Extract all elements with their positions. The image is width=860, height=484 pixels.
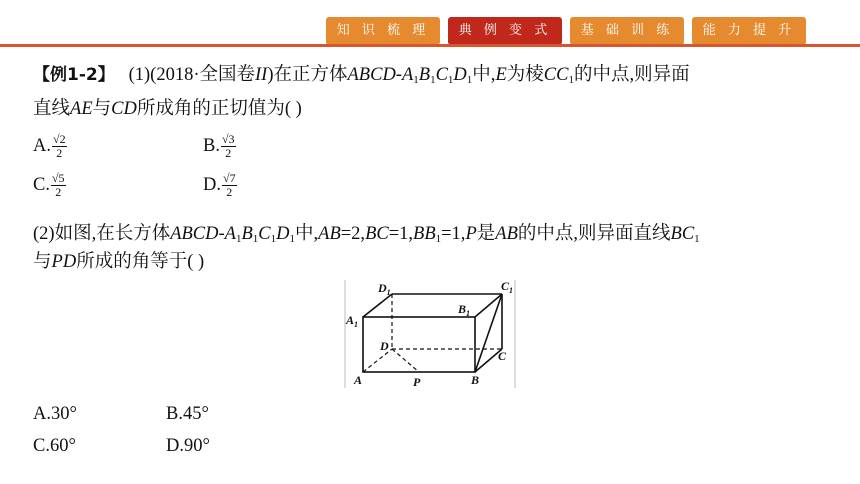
q1-option-d[interactable] (203, 172, 237, 199)
numerator: √7 (223, 171, 236, 185)
label-c1: $C_1$ (501, 280, 514, 295)
numerator: √3 (221, 132, 235, 146)
fraction (52, 133, 67, 160)
cuboid-figure (344, 280, 516, 388)
q2-option-c[interactable]: C.60° (33, 436, 76, 456)
q2-cube: ABCD-A (170, 224, 236, 244)
label-a1: $A_1$ (346, 313, 359, 329)
fraction (221, 133, 236, 160)
q2-b: B (241, 224, 253, 244)
q2-text: 与 (33, 252, 52, 272)
label-p: P (413, 375, 421, 388)
denominator: 2 (56, 146, 63, 160)
option-label: D. (203, 174, 221, 195)
q2-text: 是 (476, 224, 496, 244)
numerator: √2 (53, 132, 66, 146)
label-c: C (498, 349, 507, 363)
q2-option-d[interactable]: D.90° (166, 436, 210, 456)
tab-typical-examples[interactable]: 典 例 变 式 (448, 17, 562, 45)
q2-p: P (465, 224, 477, 244)
q2-lead: (2)如图,在长方体 (33, 224, 171, 244)
denominator: 2 (225, 146, 232, 160)
q1-cube: ABCD-A (347, 65, 414, 85)
q2-ab: AB (495, 224, 518, 244)
q2-d: D (276, 224, 290, 244)
q2-c: C (258, 224, 271, 244)
q2-text: 所成的角等于( ) (76, 252, 205, 272)
q1-text: 与 (92, 99, 112, 119)
q1-d: D (453, 65, 467, 85)
q2-ab: AB (318, 224, 341, 244)
label-b: B (471, 373, 480, 387)
denominator: 2 (55, 185, 62, 199)
sub: 1 (435, 233, 442, 245)
q1-text: 为棱 (506, 65, 544, 85)
q1-text: 所成角的正切值为( ) (136, 99, 302, 119)
fraction (51, 172, 66, 199)
q2-text: 中, (295, 224, 319, 244)
q2-bb: BB (413, 224, 436, 244)
q1-text: 中, (472, 65, 496, 85)
q1-c: C (435, 65, 448, 85)
q1-option-a[interactable] (33, 133, 67, 160)
q1-lead: (1)(2018·全国卷 (128, 65, 255, 85)
example-tag: 【例1-2】 (33, 65, 115, 85)
label-d: D (380, 339, 389, 353)
q1-roman: II (255, 65, 268, 85)
sub: 1 (270, 233, 277, 245)
sub: 1 (430, 74, 436, 86)
q2-text: =1, (441, 224, 466, 244)
tab-basic-training[interactable]: 基 础 训 练 (570, 17, 684, 45)
sub: 1 (235, 233, 242, 245)
sub: 1 (568, 74, 574, 86)
label-d1: $D_1$ (378, 281, 391, 297)
q2-text: =2, (340, 224, 366, 244)
numerator: √5 (51, 171, 65, 185)
sub: 1 (466, 74, 473, 86)
q1-option-b[interactable] (203, 133, 236, 160)
question-2-line-2 (33, 250, 204, 274)
label-b1: $B_1$ (458, 302, 471, 318)
q2-bc1: BC (670, 224, 695, 244)
option-label: A. (33, 135, 51, 156)
option-label: B. (203, 135, 220, 156)
q1-cd: CD (111, 99, 137, 119)
q1-option-c[interactable] (33, 172, 66, 199)
q1-text: )在正方体 (267, 65, 348, 85)
q1-cc: CC (543, 65, 569, 85)
q2-option-a[interactable]: A.30° (33, 404, 77, 424)
sub: 1 (447, 74, 454, 86)
q1-text: 的中点,则异面 (573, 65, 690, 85)
q1-e: E (495, 65, 507, 85)
q1-ae: AE (70, 99, 93, 119)
q2-pd: PD (51, 252, 77, 272)
fraction (222, 172, 237, 199)
header-divider (0, 44, 860, 47)
option-label: C. (33, 174, 50, 195)
q2-text: =1, (388, 224, 414, 244)
label-a: A (354, 373, 363, 387)
sub: 1 (694, 233, 700, 245)
denominator: 2 (226, 185, 233, 199)
sub: 1 (289, 233, 295, 245)
tab-ability-improvement[interactable]: 能 力 提 升 (692, 17, 806, 45)
q2-bc: BC (365, 224, 389, 244)
sub: 1 (252, 233, 259, 245)
sub: 1 (413, 74, 419, 86)
question-1-line-1 (33, 63, 690, 87)
question-1-line-2 (33, 97, 302, 121)
tab-knowledge-review[interactable]: 知 识 梳 理 (326, 17, 440, 45)
question-2-line-1 (33, 222, 700, 246)
q1-b: B (418, 65, 431, 85)
q2-option-b[interactable]: B.45° (166, 404, 209, 424)
q2-text: 的中点,则异面直线 (517, 224, 671, 244)
q1-text: 直线 (33, 99, 71, 119)
